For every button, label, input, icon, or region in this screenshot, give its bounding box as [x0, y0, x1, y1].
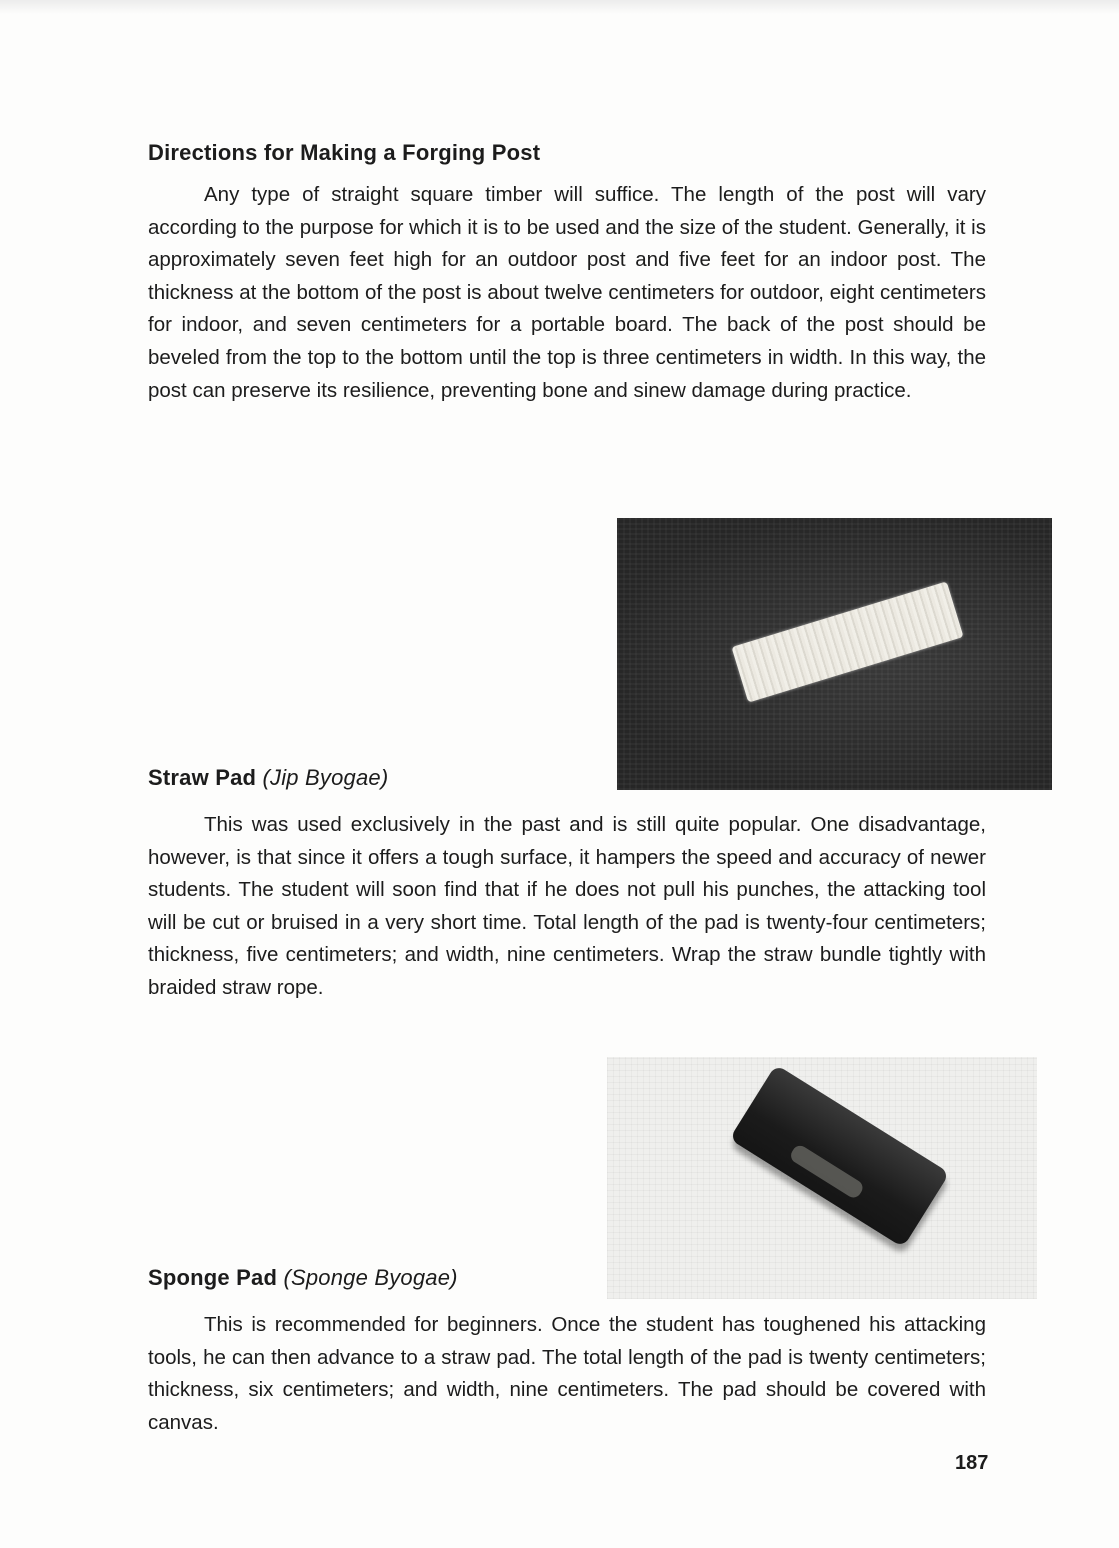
- forging-post-title: Directions for Making a Forging Post: [148, 140, 541, 165]
- page-top-edge: [0, 0, 1119, 14]
- sponge-pad-subtitle: (Sponge Byogae): [283, 1265, 458, 1290]
- sponge-highlight: [788, 1143, 865, 1201]
- forging-post-paragraph: Any type of straight square timber will suffice. The length of the post will vary according to the purpose for which it is to be used and the size of the student. Generally, it is approximately seven feet high for an outdoor post and five feet for an indoor post. The thickness at the bottom of the post is about twelve centimeters for outdoor, eight centimeters for indoor, and seven centimeters for a portable board. The back of the post should be beveled from the top to the bottom until the top is three centimeters in width. In this way, the post can preserve its resilience, preventing bone and sinew damage during practice.: [148, 183, 986, 402]
- straw-pad-subtitle: (Jip Byogae): [262, 765, 389, 790]
- sponge-pad-photo: [607, 1057, 1037, 1299]
- sponge-pad-paragraph: This is recommended for beginners. Once the student has toughened his attacking tools, he can then advance to a straw pad. The total length of the pad is twenty centimeters; thickness, six centimeters; and width, nine centimeters. The pad should be covered with canvas.: [148, 1313, 986, 1434]
- sponge-pad-heading: [148, 1265, 458, 1291]
- straw-pad-title: Straw Pad: [148, 765, 257, 790]
- page-number: 187: [955, 1452, 989, 1474]
- sponge-block-illustration: [729, 1064, 949, 1247]
- straw-pad-heading: [148, 765, 388, 791]
- straw-bundle-illustration: [731, 581, 963, 702]
- sponge-pad-title: Sponge Pad: [148, 1265, 278, 1290]
- forging-post-heading: [148, 140, 540, 166]
- straw-pad-photo: [617, 518, 1052, 790]
- straw-pad-paragraph: This was used exclusively in the past and is still quite popular. One disadvantage, however, is that since it offers a tough surface, it hampers the speed and accuracy of newer students. The student will soon find that if he does not pull his punches, the attacking tool will be cut or bruised in a very short time. Total length of the pad is twenty-four centimeters; thickness, five centimeters; and width, nine centimeters. Wrap the straw bundle tightly with braided straw rope.: [148, 813, 986, 999]
